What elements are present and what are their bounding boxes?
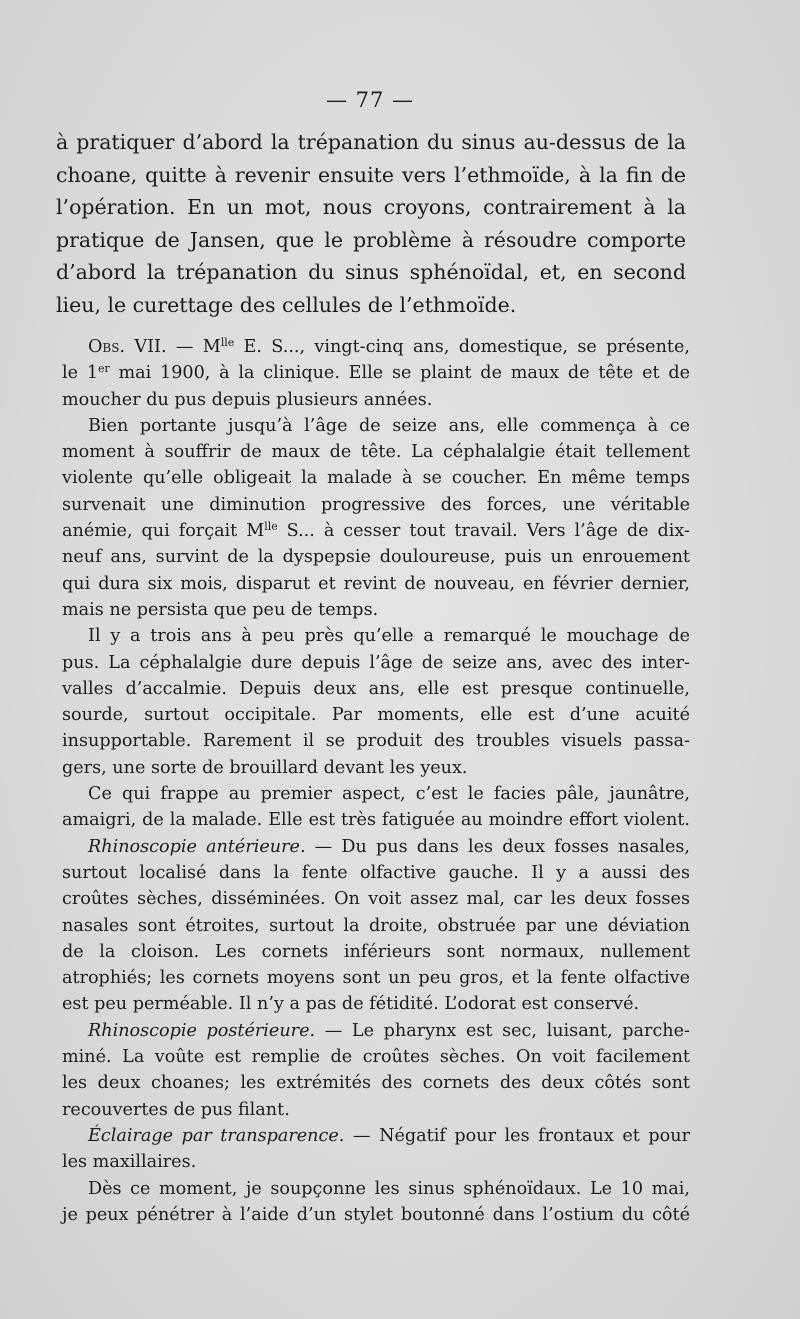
lead-paragraph — [56, 126, 686, 322]
text-line: Il y a trois ans à peu près qu’elle a remarqué le mouchage de — [88, 626, 690, 647]
observation-label: Obs. VII. — [88, 337, 167, 357]
text-line: moucher du pus depuis plusieurs années. — [62, 389, 433, 410]
text-line: croûtes sèches, disséminées. On voit assez mal, car les deux fosses — [62, 889, 690, 910]
title-abbrev: M — [202, 337, 221, 357]
sphenoid-paragraph — [62, 1176, 690, 1229]
text-line: sourde, surtout occipitale. Par moments, elle est d’une acuité — [62, 705, 690, 726]
text-line — [62, 334, 690, 360]
ordinal-number: 1 — [86, 363, 99, 384]
text-line: insupportable. Rarement il se produit des troubles visuels passa- — [62, 731, 690, 752]
superscript: lle — [220, 336, 235, 349]
page-number: — 77 — — [325, 88, 415, 112]
text-line — [62, 360, 690, 386]
text-run: anémie, qui forçait M — [62, 521, 265, 542]
appearance-paragraph — [62, 781, 690, 834]
observation-section — [62, 334, 690, 1228]
superscript: lle — [264, 520, 278, 534]
text-line: Ce qui frappe au premier aspect, c’est le facies pâle, jaunâtre, — [88, 784, 690, 805]
text-line — [62, 518, 690, 544]
text-line: pratique de Jansen, que le problème à résoudre comporte — [56, 227, 686, 252]
text-line: moment à souffrir de maux de tête. La céphalalgie était tellement — [62, 442, 690, 463]
text-line: les deux choanes; les extrémités des cornets des deux côtés sont — [62, 1073, 690, 1094]
text-line — [62, 1018, 690, 1044]
text-line: l’opération. En un mot, nous croyons, contrairement à la — [56, 195, 686, 220]
section-heading: Rhinoscopie postérieure. — [88, 1020, 316, 1041]
text-run: — Le pharynx est sec, luisant, parche- — [315, 1020, 690, 1041]
text-line: à pratiquer d’abord la trépanation du sinus au-dessus de la — [56, 130, 686, 154]
text-line: je peux pénétrer à l’aide d’un stylet boutonné dans l’ostium du côté — [62, 1204, 690, 1225]
dash: — — [166, 337, 203, 357]
text-line: Dès ce moment, je soupçonne les sinus sphénoïdaux. Le 10 mai, — [88, 1178, 690, 1199]
text-line: est peu perméable. Il n’y a pas de fétidité. L’odorat est conservé. — [62, 994, 640, 1015]
text-line: valles d’accalmie. Depuis deux ans, elle est presque continuelle, — [62, 678, 690, 699]
history-paragraph — [62, 413, 690, 623]
text-line: lieu, le curettage des cellules de l’ethmoïde. — [56, 292, 517, 317]
text-line: d’abord la trépanation du sinus sphénoïdal, et, en second — [56, 260, 686, 285]
text-run: le — [62, 363, 87, 384]
text-line: recouvertes de pus filant. — [62, 1099, 290, 1120]
text-run: S... à cesser tout travail. Vers l’âge de dix- — [277, 521, 690, 542]
text-line: violente qu’elle obligeait la malade à se coucher. En même temps — [62, 468, 690, 489]
section-heading: Rhinoscopie antérieure. — [88, 836, 306, 857]
text-run: — Du pus dans les deux fosses nasales, — [305, 836, 690, 857]
text-line: nasales sont étroites, surtout la droite, obstruée par une déviation — [62, 915, 690, 936]
text-line: qui dura six mois, disparut et revint de nouveau, en février dernier, — [62, 573, 690, 594]
text-run: mai 1900, à la clinique. Elle se plaint de maux de tête et de — [109, 363, 691, 384]
text-line: pus. La céphalalgie dure depuis l’âge de seize ans, avec des inter- — [62, 652, 690, 673]
text-line: atrophiés; les cornets moyens sont un peu gros, et la fente olfactive — [62, 968, 690, 989]
text-line: les maxillaires. — [62, 1152, 197, 1173]
symptoms-paragraph — [62, 623, 690, 781]
text-run: — Négatif pour les frontaux et pour — [344, 1125, 690, 1146]
transillumination-paragraph — [62, 1123, 690, 1176]
text-line: Bien portante jusqu’à l’âge de seize ans, elle commença à ce — [88, 415, 690, 436]
text-run: E. S..., vingt-cinq ans, domestique, se présente, — [234, 337, 690, 357]
posterior-rhinoscopy-paragraph — [62, 1018, 690, 1123]
section-heading: Éclairage par transparence. — [88, 1125, 345, 1146]
text-line: miné. La voûte est remplie de croûtes sèches. On voit facilement — [62, 1047, 690, 1068]
text-line: amaigri, de la malade. Elle est très fatiguée au moindre effort violent. — [62, 810, 690, 831]
text-line: de la cloison. Les cornets inférieurs sont normaux, nullement — [62, 941, 690, 962]
text-line: choane, quitte à revenir ensuite vers l’ethmoïde, à la fin de — [56, 162, 686, 187]
text-line: survenait une diminution progressive des forces, une véritable — [62, 494, 690, 515]
text-line — [62, 834, 690, 860]
text-line: gers, une sorte de brouillard devant les yeux. — [62, 757, 468, 778]
observation-paragraph — [62, 334, 690, 413]
text-line: mais ne persista que peu de temps. — [62, 599, 379, 620]
anterior-rhinoscopy-paragraph — [62, 834, 690, 1018]
text-line — [62, 1123, 690, 1149]
text-line: neuf ans, survint de la dyspepsie douloureuse, puis un enrouement — [62, 547, 690, 568]
text-line: surtout localisé dans la fente olfactive gauche. Il y a aussi des — [62, 862, 690, 883]
superscript: er — [98, 362, 110, 376]
